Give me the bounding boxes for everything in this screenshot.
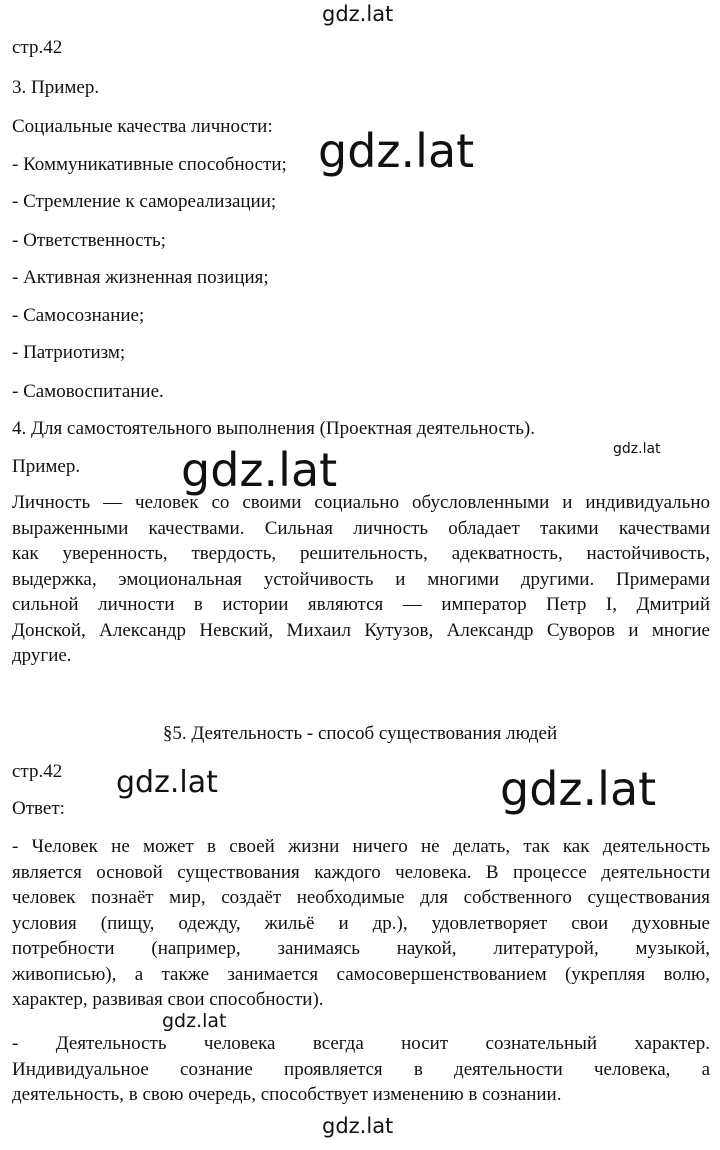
answer-paragraph-2 <box>12 1031 710 1108</box>
answer-paragraph-1 <box>12 834 710 1013</box>
paragraph-line: условия (пищу, одежду, жильё и др.), удовлетворяет свои духовные <box>12 912 710 934</box>
answer-label: Ответ: <box>12 798 65 819</box>
paragraph-line: Индивидуальное сознание проявляется в деятельности человека, а <box>12 1058 710 1080</box>
paragraph-line: является основой существования каждого человека. В процессе деятельности <box>12 861 710 883</box>
paragraph-line: деятельность, в свою очередь, способствует изменению в сознании. <box>12 1084 562 1105</box>
section-heading: §5. Деятельность - способ существования людей <box>162 723 558 744</box>
quality-item: - Самосознание; <box>12 305 145 326</box>
quality-item: - Ответственность; <box>12 230 166 251</box>
watermark-3: gdz.lat <box>181 443 338 497</box>
paragraph-line: выдержка, эмоциональная устойчивость и многими другими. Примерами <box>12 568 710 590</box>
paragraph-line: характер, развивая свои способности). <box>12 989 324 1010</box>
watermark-2: gdz.lat <box>613 441 661 457</box>
watermark-bottom: gdz.lat <box>322 1114 394 1138</box>
paragraph-line: Донской, Александр Невский, Михаил Кутузов, Александр Суворов и многие <box>12 619 710 641</box>
quality-item: - Самовоспитание. <box>12 381 164 402</box>
quality-item: - Коммуникативные способности; <box>12 154 287 175</box>
paragraph-line: живописью), а также занимается самосовершенствованием (укрепляя волю, <box>12 963 710 985</box>
watermark-4: gdz.lat <box>116 765 218 800</box>
quality-item: - Патриотизм; <box>12 342 126 363</box>
paragraph-line: выраженными качествами. Сильная личность обладает такими качествами <box>12 517 710 539</box>
quality-item: - Стремление к самореализации; <box>12 191 277 212</box>
paragraph-line: сильной личности в истории являются — император Петр I, Дмитрий <box>12 594 710 615</box>
example-paragraph <box>12 490 710 669</box>
watermark-6: gdz.lat <box>162 1010 227 1032</box>
task4-title: 4. Для самостоятельного выполнения (Проектная деятельность). <box>12 418 536 439</box>
quality-item: - Активная жизненная позиция; <box>12 267 269 288</box>
paragraph-line: - Деятельность человека всегда носит сознательный характер. <box>12 1033 710 1054</box>
paragraph-line: потребности (например, занимаясь наукой, литературой, музыкой, <box>12 938 710 959</box>
paragraph-line: как уверенность, твердость, решительность, адекватность, настойчивость, <box>12 543 710 564</box>
paragraph-line: - Человек не может в своей жизни ничего не делать, так как деятельность <box>12 836 710 857</box>
watermark-1: gdz.lat <box>318 124 475 178</box>
example-label: Пример. <box>12 456 81 477</box>
page-ref-1: стр.42 <box>12 37 63 58</box>
watermark-5: gdz.lat <box>500 762 657 816</box>
paragraph-line: другие. <box>12 645 72 666</box>
paragraph-line: Личность — человек со своими социально обусловленными и индивидуально <box>12 492 710 513</box>
qualities-heading: Социальные качества личности: <box>12 116 273 137</box>
paragraph-line: человек познаёт мир, создаёт необходимые для собственного существования <box>12 887 710 908</box>
task3-title: 3. Пример. <box>12 77 100 98</box>
page-ref-2: стр.42 <box>12 761 63 782</box>
watermark-top: gdz.lat <box>322 2 394 26</box>
